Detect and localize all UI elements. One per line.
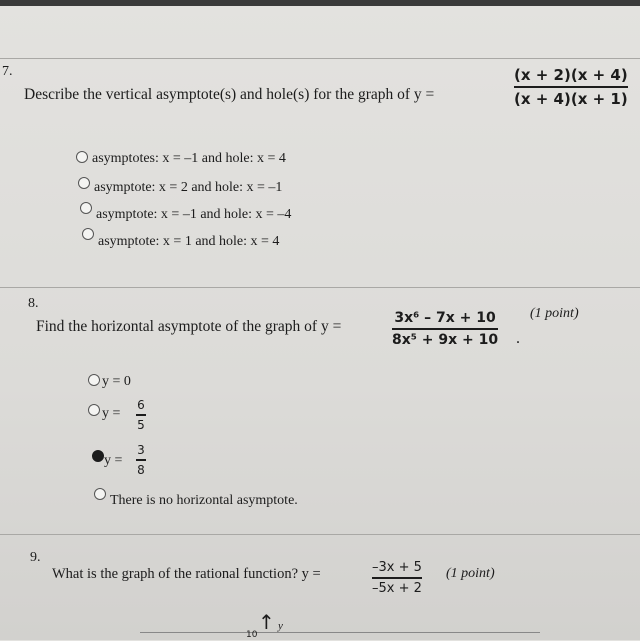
fraction-bar [514,86,628,88]
question-period: . [516,330,520,347]
fraction-bar [392,328,498,330]
top-bar [0,0,640,6]
option-fraction [136,398,146,432]
radio-button[interactable] [78,177,90,189]
fraction-denominator: 8 [137,462,145,477]
option-label[interactable]: asymptotes: x = –1 and hole: x = 4 [92,151,286,166]
separator [0,534,640,535]
radio-button[interactable] [82,228,94,240]
option-label[interactable]: asymptote: x = 2 and hole: x = –1 [94,180,283,195]
question-fraction [392,310,498,348]
fraction-bar [372,577,422,579]
points-label: (1 point) [530,306,579,321]
question-number: 7. [2,64,13,79]
radio-button[interactable] [88,374,100,386]
separator [0,58,640,59]
question-fraction [372,560,422,596]
fraction-denominator: –5x + 2 [372,580,422,596]
arrow-up-icon: ↑ [258,610,275,634]
question-prompt: Find the horizontal asymptote of the graph of y = [36,318,342,335]
option-label[interactable]: y = [104,453,123,468]
fraction-bar [136,459,146,461]
fraction-denominator: 8x⁵ + 9x + 10 [392,331,499,348]
axis-label-y: y [278,620,283,632]
option-fraction [136,443,146,477]
fraction-numerator: 6 [137,398,145,412]
radio-button[interactable] [88,404,100,416]
option-label[interactable]: y = [102,406,121,421]
fraction-bar [136,414,146,416]
radio-button[interactable] [76,151,88,163]
option-label[interactable]: asymptote: x = 1 and hole: x = 4 [98,234,280,249]
question-number: 8. [28,296,39,311]
fraction-numerator: 3 [137,443,145,457]
radio-button-selected[interactable] [92,450,104,462]
separator [0,287,640,288]
radio-button[interactable] [94,488,106,500]
fraction-numerator: –3x + 5 [372,560,422,575]
question-number: 9. [30,550,41,565]
fraction-denominator: 5 [137,417,145,432]
question-prompt: What is the graph of the rational function? y = [52,566,321,582]
option-label[interactable]: y = 0 [102,374,131,389]
question-prompt: Describe the vertical asymptote(s) and hole(s) for the graph of y = [24,86,435,103]
option-label[interactable]: There is no horizontal asymptote. [110,493,298,508]
option-label[interactable]: asymptote: x = –1 and hole: x = –4 [96,207,292,222]
points-label: (1 point) [446,566,495,581]
fraction-numerator: 3x⁶ – 7x + 10 [394,310,496,326]
radio-button[interactable] [80,202,92,214]
fraction-denominator: (x + 4)(x + 1) [514,89,628,108]
question-fraction [514,66,628,108]
fraction-numerator: (x + 2)(x + 4) [514,66,628,84]
axis-tick-label: 10 [246,630,258,640]
